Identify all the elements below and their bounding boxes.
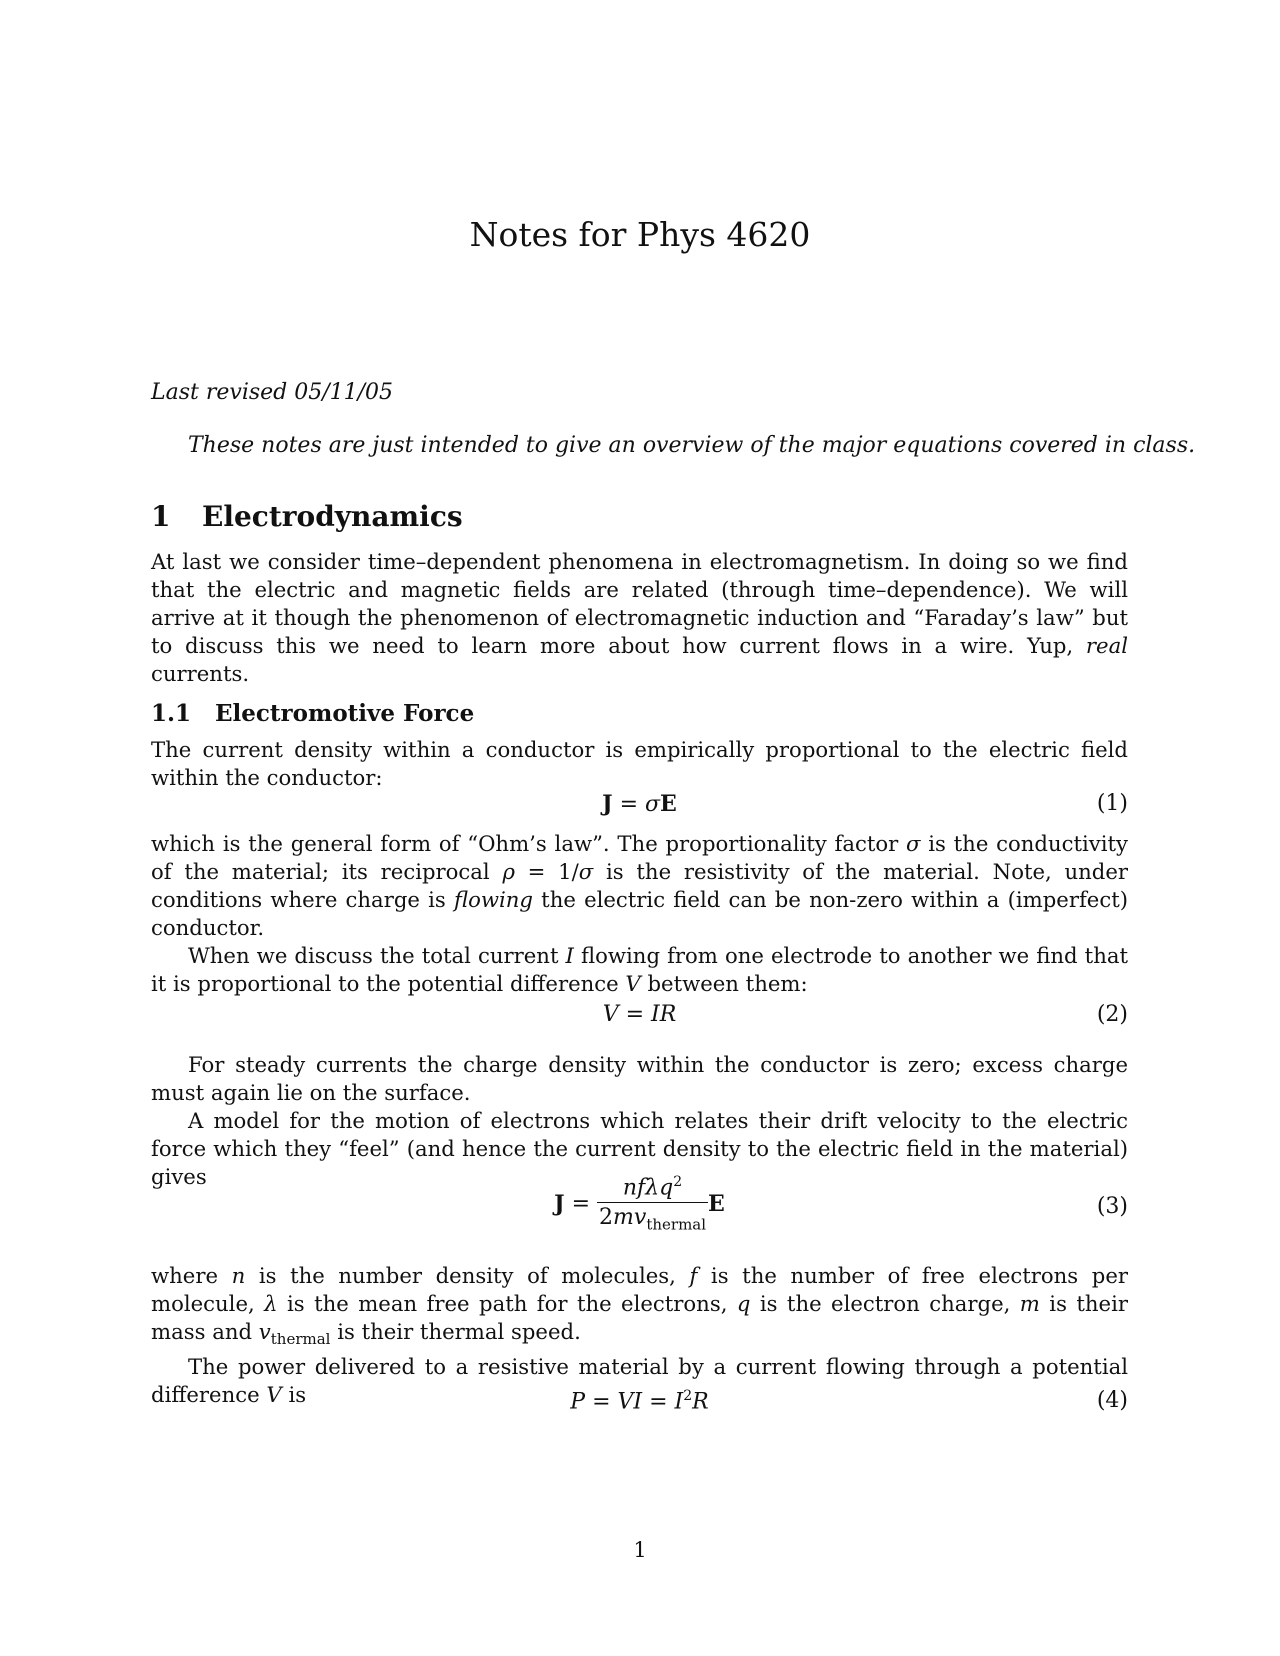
subsection-number: 1.1 (151, 700, 192, 727)
paragraph-current-density: The current density within a conductor is empirically proportional to the electric field within the conductor: (151, 737, 1128, 790)
paragraph-variables: where n is the number density of molecules, f is the number of free electrons per molecule, λ is the mean free path for the electrons, q is the electron charge, m is their mass and $v_{thermal}$ is their thermal speed. The power delivered to a resistive material by a current flowing through a potential difference V is (151, 1263, 1128, 1408)
page-number: 1 (633, 1538, 647, 1562)
section-number: 1 (151, 500, 171, 533)
intro-paragraph: At last we consider time–dependent phenomena in electromagnetism. In doing so we find that the electric and magnetic fields are related (through time–dependence). We will arrive at it though the phenomenon of electromagnetic induction and “Faraday’s law” but to discuss this we need to learn more about how current flows in a wire. Yup, real currents. (151, 549, 1128, 686)
equation-4: P = VI = $I^2R$ (4) (570, 1388, 1128, 1415)
emphasis-flowing: flowing (453, 887, 533, 912)
equation-2: V = IR (2) (602, 1002, 1128, 1027)
equation-3-tag: (3) (1096, 1194, 1128, 1219)
equation-2-tag: (2) (1096, 1002, 1128, 1027)
subsection-title: Electromotive Force (215, 700, 475, 727)
equation-4-tag: (4) (1096, 1388, 1128, 1413)
paragraph-steady-currents: For steady currents the charge density within the conductor is zero; excess charge must again lie on the surface. A model for the motion of electrons which relates their drift velocity to the electric force which they “feel” (and hence the current density to the electric field in the material) gives (151, 1052, 1128, 1189)
section-heading (151, 500, 1128, 533)
thermal-subscript: thermal (646, 1215, 707, 1234)
section-title: Electrodynamics (202, 500, 463, 533)
emphasis-real: real (1085, 633, 1128, 658)
paragraph-ohms-law: which is the general form of “Ohm’s law”. The proportionality factor σ is the conductivity of the material; its reciprocal ρ = 1/σ is the resistivity of the material. Note, under conditions where charge is flowing the electric field can be non-zero within a (imperfect) conductor. When we discuss the total current I flowing from one electrode to another we find that it is proportional to the potential difference V between them: (151, 831, 1129, 996)
equation-1: J = σE (1) (602, 791, 1128, 817)
subsection-heading (151, 700, 1128, 727)
revision-date: Last revised 05/11/05 (151, 380, 394, 405)
equation-3: J = $\frac{nf\lambda q^2}{2mv_{thermal}}$ E (3) (554, 1174, 1128, 1234)
equation-1-tag: (1) (1096, 791, 1128, 816)
abstract: These notes are just intended to give an overview of the major equations covered in class. (188, 433, 1196, 458)
document-title: Notes for Phys 4620 (469, 215, 811, 254)
